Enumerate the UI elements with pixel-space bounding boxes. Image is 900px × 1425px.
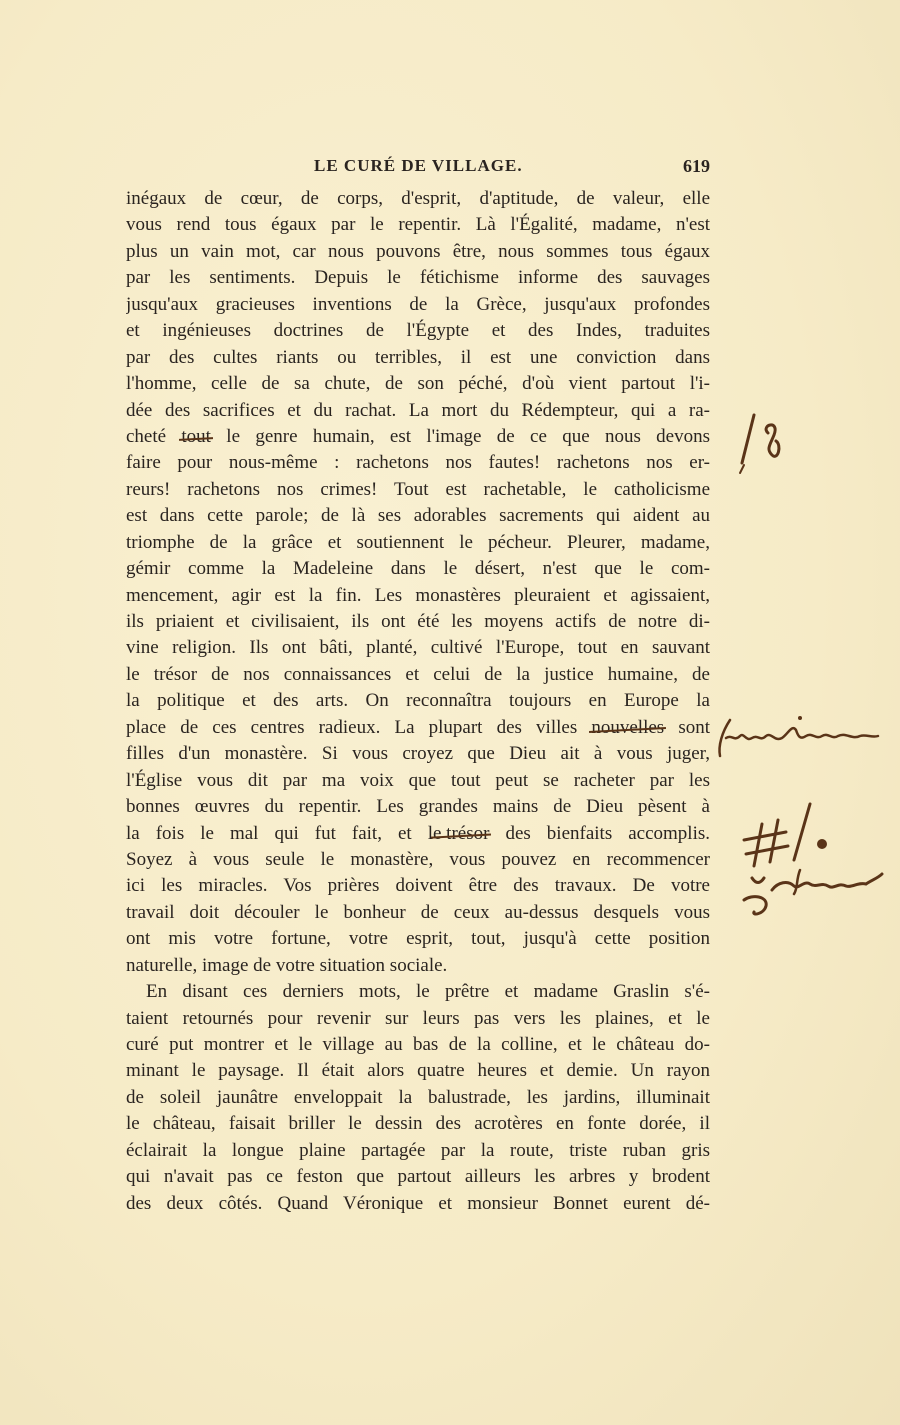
text-line: le trésor de nos connaissances et celui de la justice humaine, de: [126, 663, 710, 685]
text-line: inégaux de cœur, de corps, d'esprit, d'aptitude, de valeur, elle: [126, 188, 710, 209]
deletion-mark-annotation: [730, 405, 800, 475]
text-line: et ingénieuses doctrines de l'Égypte et des Indes, traduites: [126, 320, 710, 342]
text-line: vine religion. Ils ont bâti, planté, cultivé l'Europe, tout en sauvant: [126, 637, 710, 659]
text-line: filles d'un monastère. Si vous croyez que Dieu ait à vous juger,: [126, 743, 710, 765]
text-line: reurs! rachetons nos crimes! Tout est rachetable, le catholicisme: [126, 478, 710, 500]
text-line: bonnes œuvres du repentir. Les grandes mains de Dieu pèsent à: [126, 796, 710, 818]
text-line: faire pour nous-même : rachetons nos fautes! rachetons nos er-: [126, 452, 710, 474]
text-line: par les sentiments. Depuis le fétichisme informe des sauvages: [126, 267, 710, 289]
text-line: Soyez à vous seule le monastère, vous pouvez en recommencer: [126, 848, 710, 870]
text-line: l'Église vous dit par ma voix que tout peut se racheter par les: [126, 769, 710, 791]
text-line: [126, 424, 710, 450]
text-line: vous rend tous égaux par le repentir. Là l'Égalité, madame, n'est: [126, 214, 710, 236]
line-text-pre: cheté: [126, 425, 182, 447]
handwritten-word-icon: [712, 712, 884, 762]
text-line: ont mis votre fortune, votre esprit, tout, jusqu'à cette position: [126, 928, 710, 950]
text-line: gémir comme la Madeleine dans le désert, n'est que le com-: [126, 558, 710, 580]
line-text-pre: place de ces centres radieux. La plupart des villes: [126, 716, 592, 738]
line-text-pre: la fois le mal qui fut fait, et l: [126, 822, 433, 844]
line-text-post: sont: [664, 716, 710, 738]
text-line: jusqu'aux gracieuses inventions de la Grèce, jusqu'aux profondes: [126, 293, 710, 315]
page-header: [126, 156, 710, 182]
text-line: taient retournés pour revenir sur leurs pas vers les plaines, et le: [126, 1007, 710, 1029]
text-line: par des cultes riants ou terribles, il est une conviction dans: [126, 346, 710, 368]
body-text: [126, 186, 710, 1217]
struck-word: nouvelles: [591, 715, 664, 741]
handwritten-word-icon: [738, 862, 886, 924]
text-line: [126, 715, 710, 741]
text-line: [126, 821, 710, 847]
text-line: En disant ces derniers mots, le prêtre et madame Graslin s'é-: [146, 981, 710, 1003]
text-line: mencement, agir est la fin. Les monastères pleuraient et agissaient,: [126, 584, 710, 606]
running-title: LE CURÉ DE VILLAGE.: [314, 156, 523, 175]
text-line: le château, faisait briller le dessin des acrotères en fonte dorée, il: [126, 1113, 710, 1135]
struck-word: tout: [181, 424, 211, 450]
text-line: triomphe de la grâce et soutiennent le pécheur. Pleurer, madame,: [126, 531, 710, 553]
text-line: travail doit découler le bonheur de ceux au-dessus desquels vous: [126, 901, 710, 923]
text-line: de soleil jaunâtre enveloppait la balustrade, les jardins, illuminait: [126, 1086, 710, 1108]
text-line: dée des sacrifices et du rachat. La mort du Rédempteur, qui a ra-: [126, 399, 710, 421]
transposition-annotation: [738, 862, 886, 924]
text-line: la politique et des arts. On reconnaîtra toujours en Europe la: [126, 690, 710, 712]
text-line: éclairait la longue plaine partagée par la route, triste ruban gris: [126, 1139, 710, 1161]
text-line: l'homme, celle de sa chute, de son péché, d'où vient partout l'i-: [126, 373, 710, 395]
struck-word: e trésor: [433, 821, 489, 847]
text-line: des deux côtés. Quand Véronique et monsieur Bonnet eurent dé-: [126, 1192, 710, 1214]
text-line: curé put montrer et le village au bas de la colline, et le château do-: [126, 1034, 710, 1055]
text-line: plus un vain mot, car nous pouvons être, nous sommes tous égaux: [126, 240, 710, 262]
line-text-post: le genre humain, est l'image de ce que nous devons: [210, 425, 710, 447]
text-line: ici les miracles. Vos prières doivent être des travaux. De votre: [126, 875, 710, 897]
replacement-word-annotation: [712, 712, 884, 762]
text-line: est dans cette parole; de là ses adorables sacrements qui aident au: [126, 505, 710, 527]
page-number: 619: [683, 156, 710, 176]
deletion-mark-icon: [730, 405, 800, 475]
text-line: ils priaient et civilisaient, ils ont été les moyens actifs de notre di-: [126, 611, 710, 632]
line-text-post: des bienfaits accomplis.: [489, 822, 710, 844]
text-line: minant le paysage. Il était alors quatre heures et demie. Un rayon: [126, 1060, 710, 1082]
text-line: naturelle, image de votre situation sociale.: [126, 954, 448, 976]
text-line: qui n'avait pas ce feston que partout ailleurs les arbres y brodent: [126, 1166, 710, 1188]
